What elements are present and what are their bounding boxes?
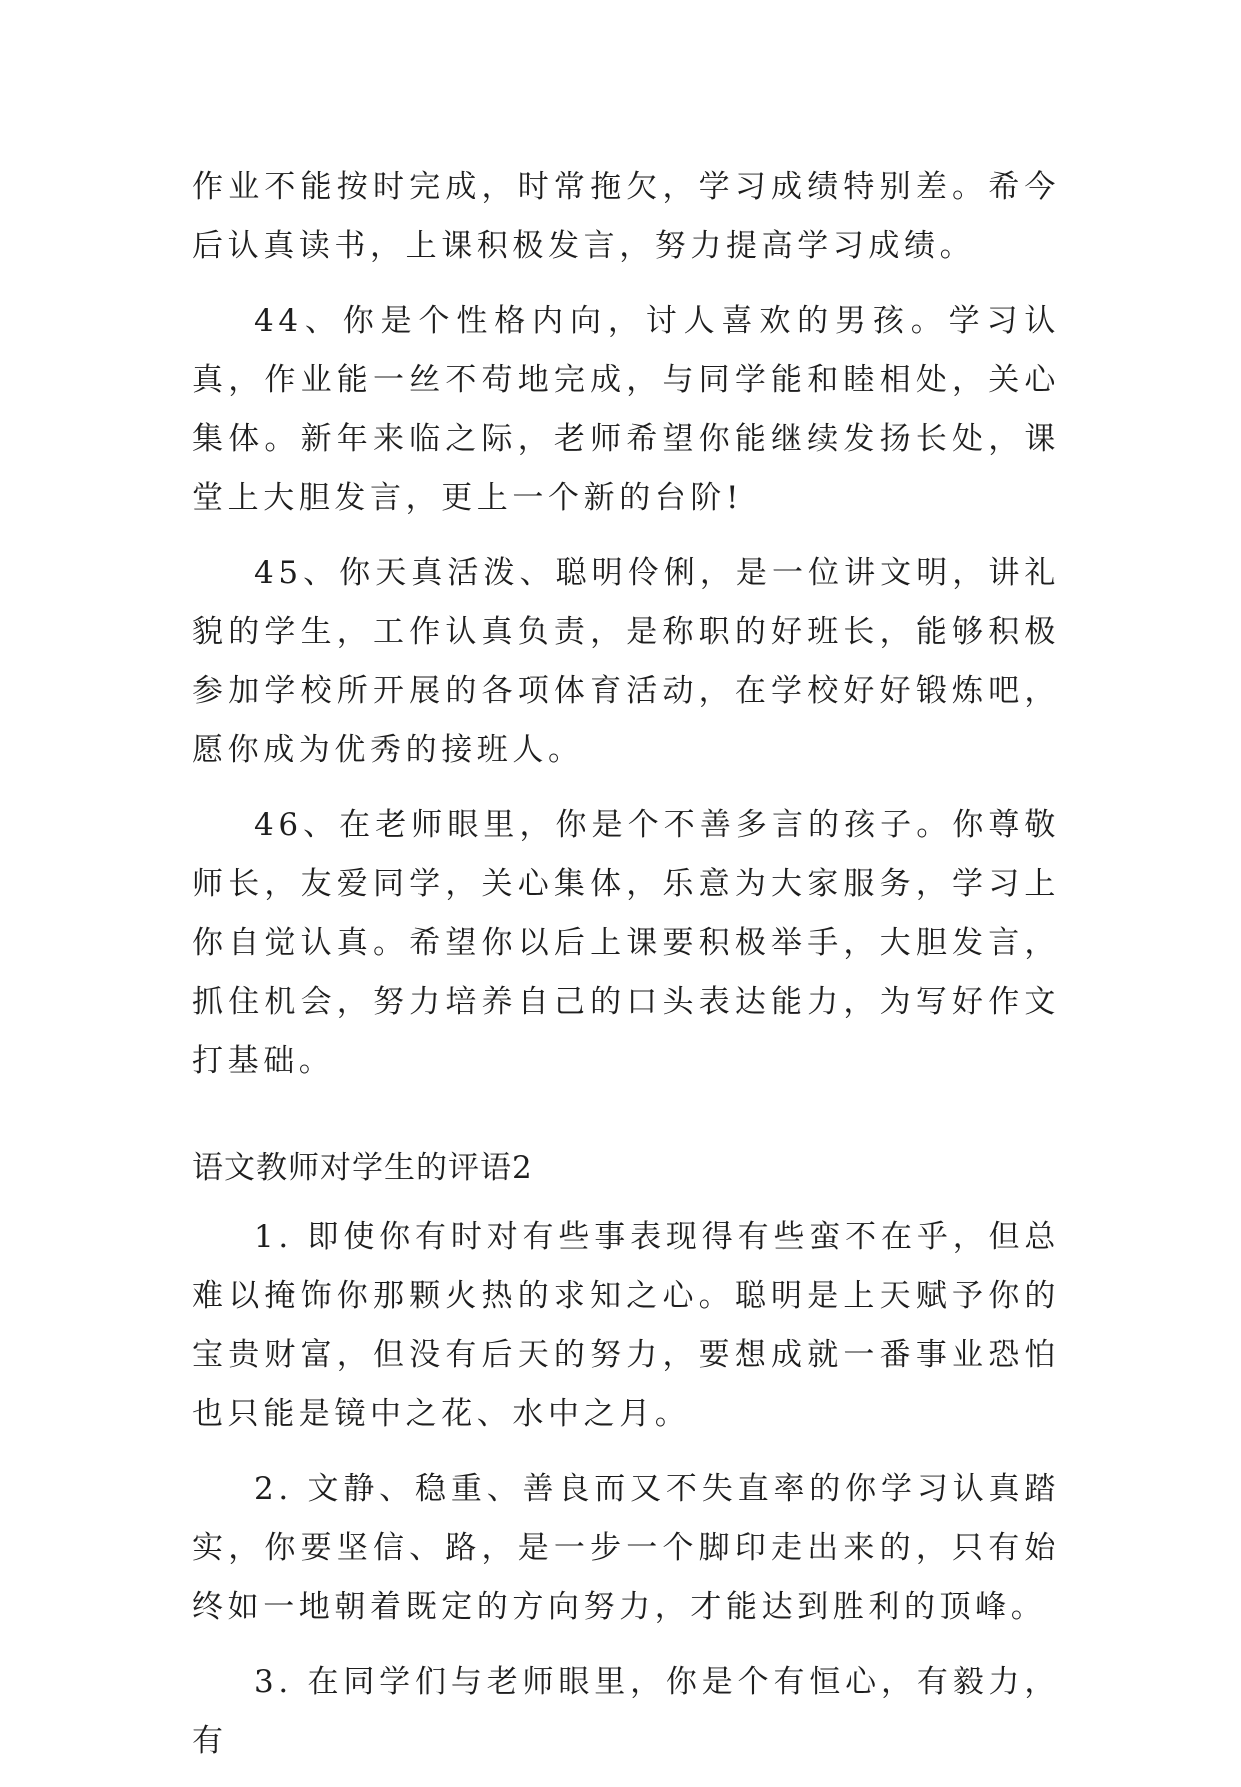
paragraph-continued: 作业不能按时完成，时常拖欠，学习成绩特别差。希今后认真读书，上课积极发言，努力提高学习成绩。	[192, 169, 1060, 264]
paragraph-comment-44: 44、你是个性格内向，讨人喜欢的男孩。学习认真，作业能一丝不苟地完成，与同学能和睦相处，关心集体。新年来临之际，老师希望你能继续发扬长处，课堂上大胆发言，更上一个新的台阶!	[192, 303, 1060, 516]
paragraph-comment-46: 46、在老师眼里，你是个不善多言的孩子。你尊敬师长，友爱同学，关心集体，乐意为大家服务，学习上你自觉认真。希望你以后上课要积极举手，大胆发言，抓住机会，努力培养自己的口头表达能力，为写好作文打基础。	[192, 807, 1060, 1079]
document-body	[192, 158, 1060, 1787]
paragraph-comment-2: 2. 文静、稳重、善良而又不失直率的你学习认真踏实，你要坚信、路，是一步一个脚印走出来的，只有始终如一地朝着既定的方向努力，才能达到胜利的顶峰。	[192, 1471, 1060, 1625]
section-title: 语文教师对学生的评语2	[192, 1150, 533, 1186]
paragraph-comment-1: 1. 即使你有时对有些事表现得有些蛮不在乎，但总难以掩饰你那颗火热的求知之心。聪明是上天赋予你的宝贵财富，但没有后天的努力，要想成就一番事业恐怕也只能是镜中之花、水中之月。	[192, 1219, 1060, 1432]
paragraph-comment-45: 45、你天真活泼、聪明伶俐，是一位讲文明，讲礼貌的学生，工作认真负责，是称职的好班长，能够积极参加学校所开展的各项体育活动，在学校好好锻炼吧，愿你成为优秀的接班人。	[192, 555, 1060, 768]
paragraph-comment-3: 3. 在同学们与老师眼里，你是个有恒心，有毅力，有	[192, 1664, 1060, 1759]
